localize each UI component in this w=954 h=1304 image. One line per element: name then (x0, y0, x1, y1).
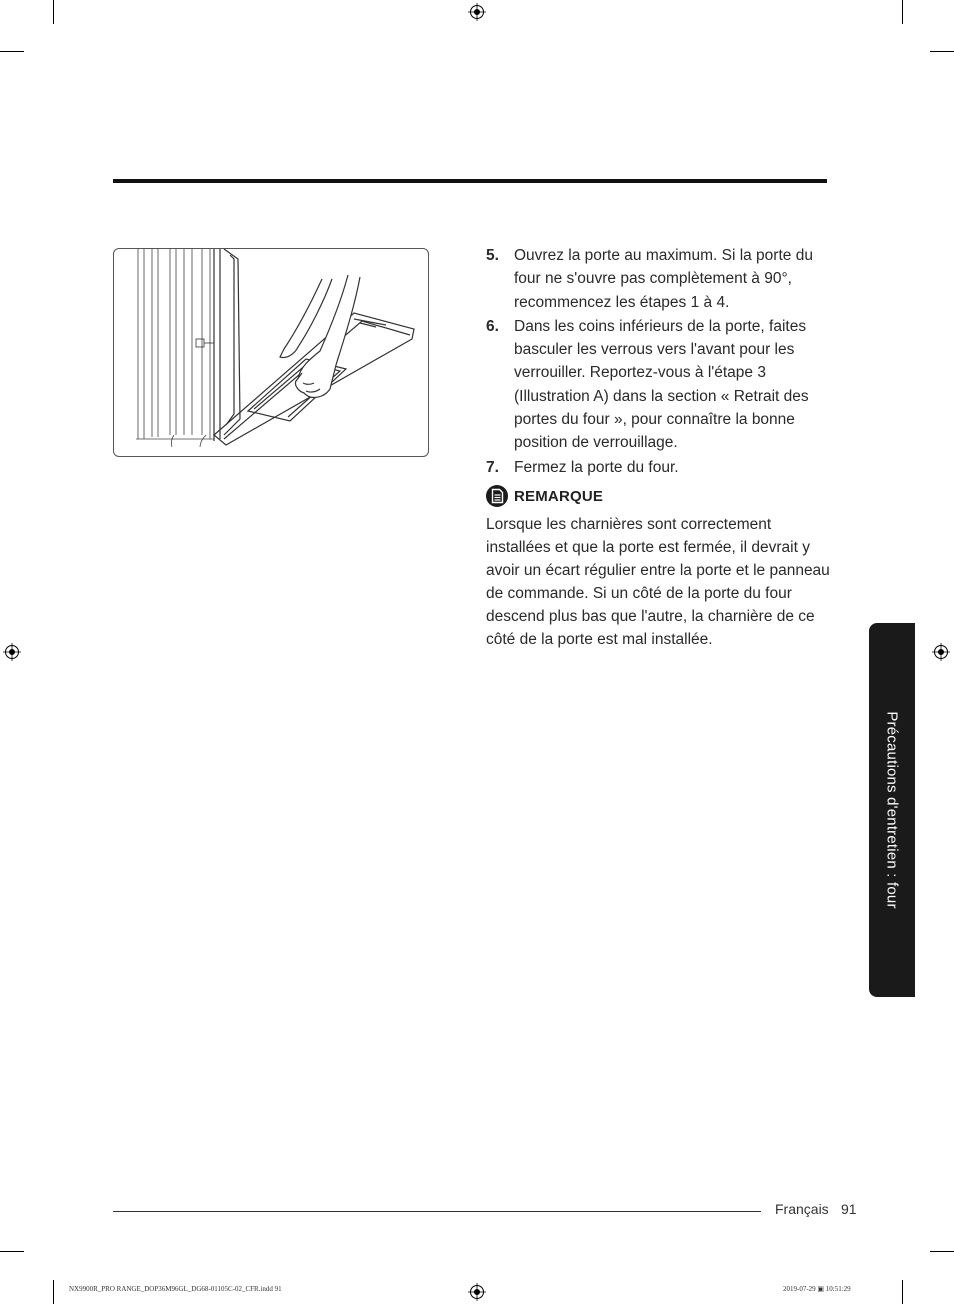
step-text: Fermez la porte du four. (514, 458, 679, 476)
print-slug-file: NX9900R_PRO RANGE_DOP36M96GL_DG68-01105C-02_CFR.indd 91 (69, 1285, 282, 1293)
print-slug-date: 2019-07-29 ▣ 10:51:29 (783, 1285, 851, 1293)
crop-mark (902, 1280, 903, 1304)
crop-mark (0, 51, 24, 52)
note-icon (486, 485, 508, 507)
step-list (486, 244, 831, 480)
note-body: Lorsque les charnières sont correctement installées et que la porte est fermée, il devrait y avoir un écart régulier entre la porte et le panneau de commande. Si un côté de la porte du four descend plus bas que l'autre, la charnière de ce côté de la porte est mal installée. (486, 516, 830, 649)
step-number: 7. (486, 458, 499, 476)
crop-mark (930, 1251, 954, 1252)
step-item (486, 315, 831, 455)
section-rule (113, 179, 827, 183)
footer-language: Français (775, 1201, 829, 1217)
step-text: Dans les coins inférieurs de la porte, faites basculer les verrous vers l'avant pour les verrouiller. Reportez-vous à l'étape 3 (Illustration A) dans la section « Retrait des portes du four », pour connaître la bonne position de verrouillage. (514, 317, 809, 452)
chapter-tab (869, 623, 915, 997)
step-item (486, 456, 831, 479)
footer-rule (113, 1211, 761, 1212)
crop-mark (902, 0, 903, 24)
registration-mark-icon (468, 1283, 486, 1301)
step-text: Ouvrez la porte au maximum. Si la porte du four ne s'ouvre pas complètement à 90°, recommencez les étapes 1 à 4. (514, 247, 813, 311)
registration-mark-icon (468, 3, 486, 21)
registration-mark-icon (932, 643, 950, 661)
door-illustration (113, 248, 429, 457)
registration-mark-icon (3, 643, 21, 661)
step-item (486, 244, 831, 314)
step-number: 6. (486, 317, 499, 335)
crop-mark (0, 1251, 24, 1252)
crop-mark (53, 0, 54, 24)
note-heading (486, 484, 603, 508)
oven-door-drawing (114, 249, 429, 457)
crop-mark (53, 1280, 54, 1304)
note-title: REMARQUE (514, 487, 604, 505)
page-number: 91 (841, 1201, 857, 1217)
step-number: 5. (486, 247, 499, 264)
crop-mark (930, 51, 954, 52)
chapter-tab-label: Précautions d'entretien : four (883, 711, 901, 909)
